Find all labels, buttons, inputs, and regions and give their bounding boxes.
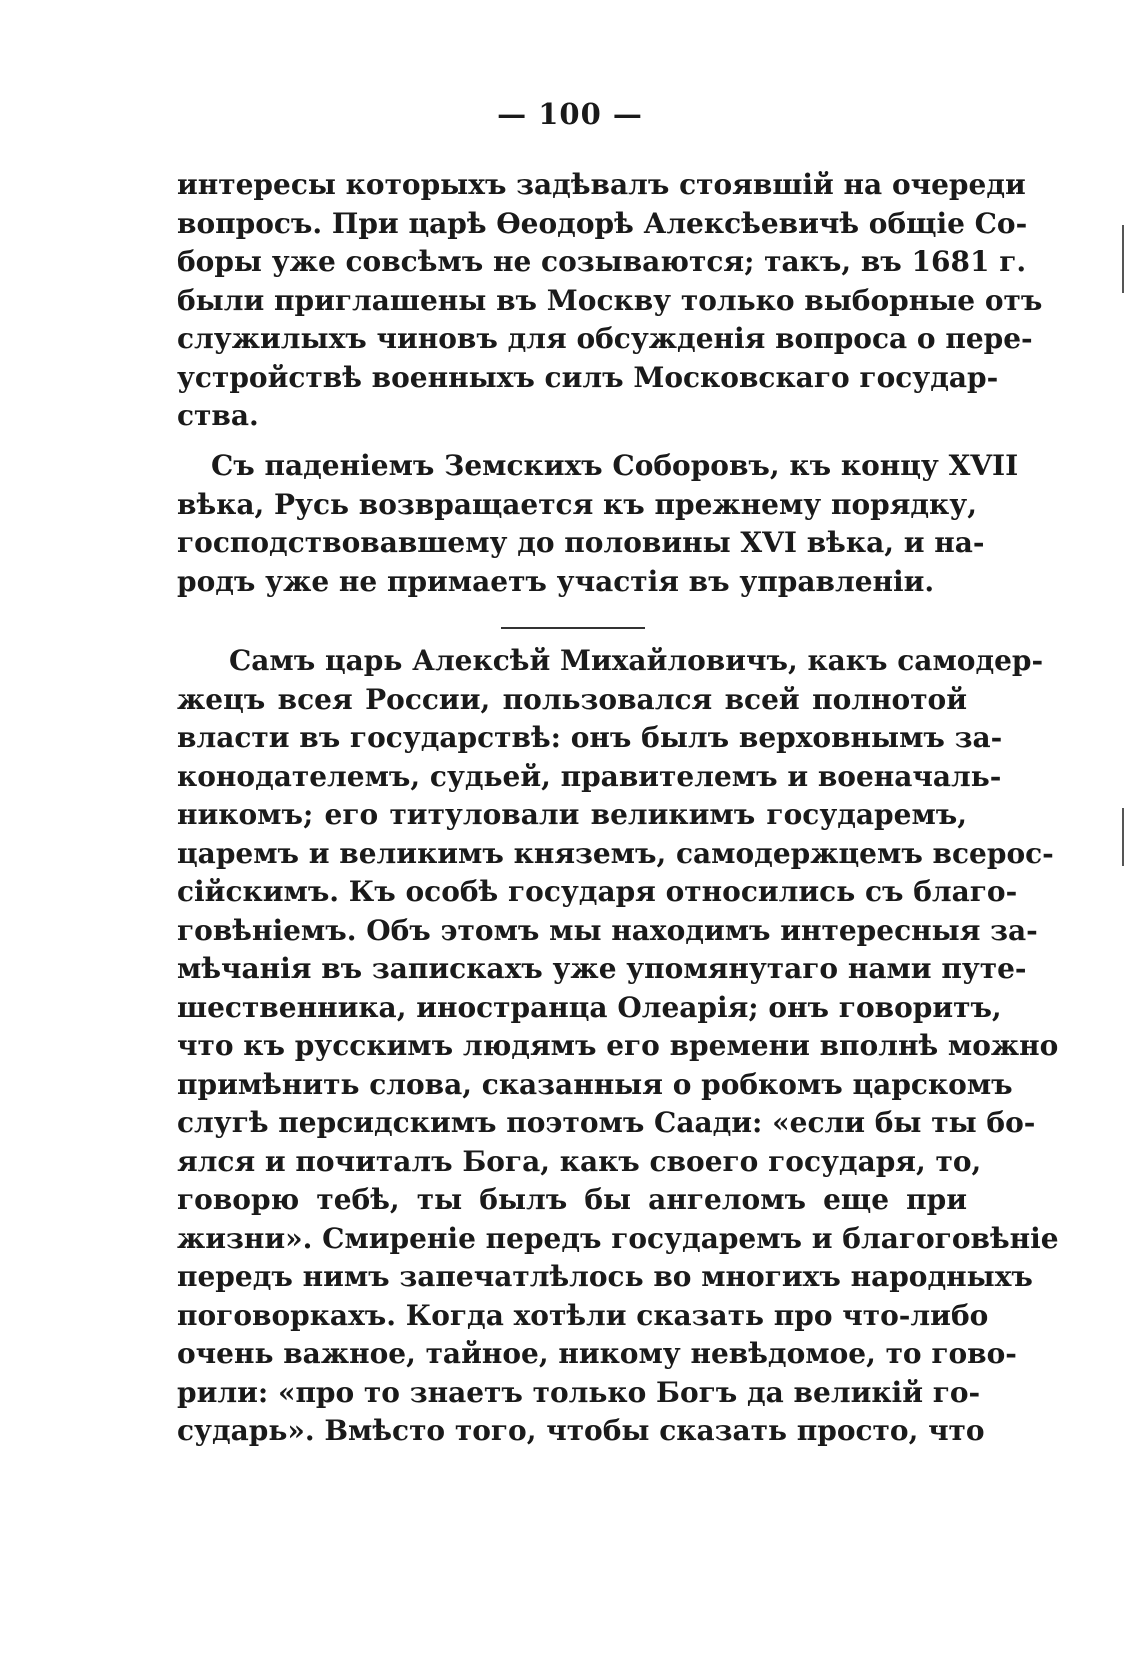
text-line: шественника, иностранца Олеарія; онъ говоритъ, — [177, 990, 1002, 1024]
text-line: сійскимъ. Къ особѣ государя относились съ благо- — [177, 875, 1018, 908]
text-line: примѣнить слова, сказанныя о робкомъ царскомъ — [177, 1067, 1013, 1101]
text-line: жизни». Смиреніе передъ государемъ и благоговѣніе — [177, 1221, 1059, 1255]
paragraph-2 — [177, 447, 1019, 601]
text-line: власти въ государствѣ: онъ былъ верховнымъ за- — [177, 721, 1003, 754]
text-line: что къ русскимъ людямъ его времени вполнѣ можно — [177, 1029, 1059, 1062]
paragraph-3 — [177, 642, 1059, 1451]
text-line: передъ нимъ запечатлѣлось во многихъ народныхъ — [177, 1260, 1033, 1293]
text-line: Съ паденіемъ Земскихъ Соборовъ, къ концу XVII — [211, 449, 1019, 482]
text-line: никомъ; его титуловали великимъ государемъ, — [177, 798, 967, 831]
page-number: — 100 — — [497, 97, 643, 131]
text-line: вопросъ. При царѣ Ѳеодорѣ Алексѣевичѣ общіе Со- — [177, 206, 1028, 240]
text-line: господствовавшему до половины XVI вѣка, и на- — [177, 526, 985, 559]
section-divider — [501, 627, 645, 629]
text-line: жецъ всея России, пользовался всей полнотой — [177, 682, 967, 716]
text-line: были приглашены въ Москву только выборные отъ — [177, 283, 1043, 317]
text-line: родъ уже не примаетъ участія въ управленіи. — [177, 564, 935, 598]
text-line: служилыхъ чиновъ для обсужденія вопроса о пере- — [177, 322, 1033, 355]
scan-margin-mark — [1122, 808, 1124, 866]
text-line: сударь». Вмѣсто того, чтобы сказать просто, что — [177, 1414, 985, 1447]
text-line: устройствѣ военныхъ силъ Московскаго государ- — [177, 360, 999, 394]
text-line: конодателемъ, судьей, правителемъ и военачаль- — [177, 759, 1002, 793]
text-line: Самъ царь Алексѣй Михайловичъ, какъ самодер- — [229, 644, 1044, 677]
text-line: поговоркахъ. Когда хотѣли сказать про что-либо — [177, 1298, 989, 1332]
text-line: очень важное, тайное, никому невѣдомое, то гово- — [177, 1337, 1017, 1370]
text-line: царемъ и великимъ княземъ, самодержцемъ всерос- — [177, 836, 1054, 870]
text-line: рили: «про то знаетъ только Богъ да великій го- — [177, 1375, 981, 1409]
text-line: говѣніемъ. Объ этомъ мы находимъ интересныя за- — [177, 913, 1038, 947]
text-line: ства. — [177, 399, 259, 432]
text-line: боры уже совсѣмъ не созываются; такъ, въ 1681 г. — [177, 245, 1027, 278]
text-line: говорю тебѣ, ты былъ бы ангеломъ еще при — [177, 1183, 967, 1216]
text-line: мѣчанія въ запискахъ уже упомянутаго нами путе- — [177, 952, 1027, 985]
text-line: слугѣ персидскимъ поэтомъ Саади: «если бы ты бо- — [177, 1106, 1036, 1139]
scan-margin-mark — [1122, 225, 1124, 293]
text-line: вѣка, Русь возвращается къ прежнему порядку, — [177, 487, 977, 521]
text-line: ялся и почиталъ Бога, какъ своего государя, то, — [177, 1144, 982, 1178]
text-line: интересы которыхъ задѣвалъ стоявшій на очереди — [177, 168, 1026, 201]
paragraph-1 — [177, 166, 1043, 436]
